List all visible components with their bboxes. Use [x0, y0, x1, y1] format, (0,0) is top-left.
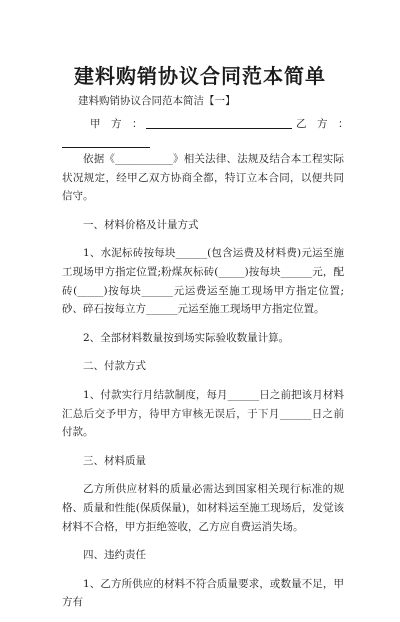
party-b-blank-line: [62, 147, 150, 148]
paragraph-price-2: 2、全部材料数量按到场实际验收数量计算。: [83, 331, 290, 344]
party-b-label: 乙 方 ：: [296, 118, 349, 130]
document-subtitle: 建料购销协议合同范本简洁【一】: [78, 95, 236, 107]
paragraph-intro: 依据《___________》相关法律、法规及结合本工程实际状况规定，经甲乙双方协商全都，特订立本合同，以便共同信守。: [62, 153, 344, 203]
party-a-label: 甲 方 ：: [90, 118, 143, 130]
document-title: 建料购销协议合同范本简单: [74, 64, 326, 88]
paragraph-price-1: 1、水泥标砖按每块______(包含运费及材料费)元运至施工现场甲方指定位置;粉煤灰标砖(_____)按每块______元，配砖(_____)按每块______元运费运至施工现场甲方指定位置;砂、碎石按每立方______元运至施工现场甲方指定位置。: [62, 247, 344, 316]
paragraph-payment-1: 1、付款实行月结款制度，每月______日之前把该月材料汇总后交予甲方，待甲方审核无误后，于下月______日之前付款。: [62, 388, 344, 439]
section-heading-quality: 三、材料质量: [83, 454, 146, 467]
party-a-blank-line: [146, 128, 292, 129]
contract-body: [62, 150, 344, 622]
paragraph-liability-1: 1、乙方所供应的材料不符合质量要求，或数量不足，甲方有: [62, 577, 344, 609]
section-heading-payment: 二、付款方式: [83, 360, 146, 373]
paragraph-quality: 乙方所供应材料的质量必需达到国家相关现行标准的规格、质量和性能(保质保量)，如材料运至施工现场后，发觉该材料不合格，甲方拒绝签收，乙方应自费运消失场。: [62, 483, 344, 533]
party-row: [62, 116, 349, 132]
section-heading-price: 一、材料价格及计量方式: [83, 218, 199, 231]
section-heading-liability: 四、违约责任: [83, 549, 146, 562]
